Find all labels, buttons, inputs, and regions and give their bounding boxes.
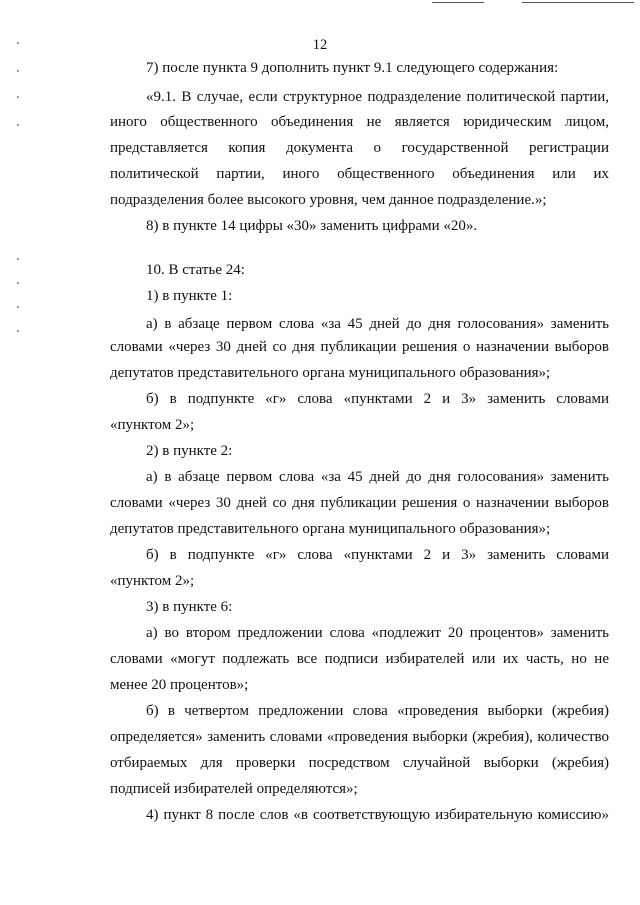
text-line: иного общественного объединения не является юридическим лицом, — [110, 114, 609, 130]
text-line: б) в четвертом предложении слова «проведения выборки (жребия) — [146, 703, 609, 719]
text-line: словами «могут подлежать все подписи избирателей или их часть, но не — [110, 651, 609, 667]
margin-mark — [17, 306, 19, 308]
text-line: «пунктом 2»; — [110, 573, 195, 589]
margin-mark — [17, 124, 19, 126]
text-line: депутатов представительного органа муниципального образования»; — [110, 521, 551, 537]
page-number: 12 — [312, 37, 328, 53]
text-line: представляется копия документа о государственной регистрации — [110, 140, 609, 156]
text-line: «9.1. В случае, если структурное подразделение политической партии, — [146, 89, 609, 105]
text-line: 8) в пункте 14 цифры «30» заменить цифрами «20». — [146, 218, 478, 234]
text-line: подразделения более высокого уровня, чем данное подразделение.»; — [110, 192, 547, 208]
margin-mark — [17, 282, 19, 284]
text-line: подписей избирателей определяются»; — [110, 781, 358, 797]
top-scan-line — [522, 2, 634, 3]
margin-mark — [17, 70, 19, 72]
text-line: а) в абзаце первом слова «за 45 дней до дня голосования» заменить — [146, 469, 609, 485]
margin-mark — [17, 330, 19, 332]
text-line: 4) пункт 8 после слов «в соответствующую избирательную комиссию» — [146, 807, 609, 823]
text-line: 1) в пункте 1: — [146, 288, 233, 304]
text-line: а) в абзаце первом слова «за 45 дней до дня голосования» заменить — [146, 316, 609, 332]
text-line: «пунктом 2»; — [110, 417, 195, 433]
text-line: политической партии, иного общественного объединения или их — [110, 166, 609, 182]
text-line: а) во втором предложении слова «подлежит 20 процентов» заменить — [146, 625, 609, 641]
text-line: депутатов представительного органа муниципального образования»; — [110, 365, 551, 381]
margin-mark — [17, 258, 19, 260]
text-line: менее 20 процентов»; — [110, 677, 249, 693]
text-line: 2) в пункте 2: — [146, 443, 233, 459]
text-line: словами «через 30 дней со дня публикации решения о назначении выборов — [110, 495, 609, 511]
text-line: 7) после пункта 9 дополнить пункт 9.1 следующего содержания: — [146, 60, 559, 76]
top-scan-line — [432, 2, 484, 3]
section-heading: 10. В статье 24: — [146, 262, 245, 278]
text-line: определяется» заменить словами «проведения выборки (жребия), количество — [110, 729, 609, 745]
text-line: б) в подпункте «г» слова «пунктами 2 и 3» заменить словами — [146, 547, 609, 563]
text-line: отбираемых для проверки посредством случайной выборки (жребия) — [110, 755, 609, 771]
text-line: б) в подпункте «г» слова «пунктами 2 и 3» заменить словами — [146, 391, 609, 407]
text-line: словами «через 30 дней со дня публикации решения о назначении выборов — [110, 339, 609, 355]
margin-mark — [17, 96, 19, 98]
text-line: 3) в пункте 6: — [146, 599, 233, 615]
